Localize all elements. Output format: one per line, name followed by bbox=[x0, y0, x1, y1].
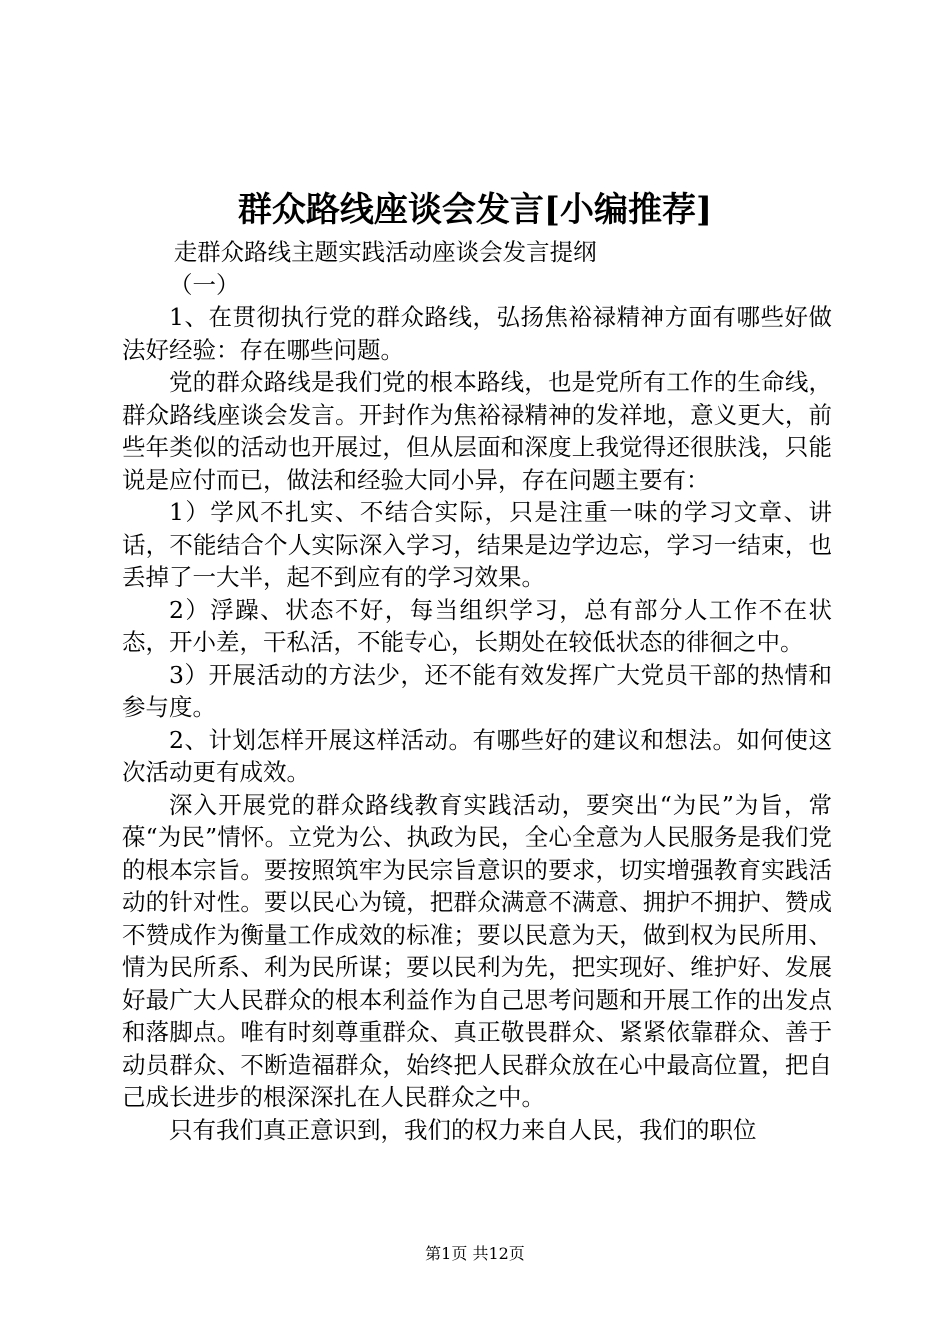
paragraph: 3）开展活动的方法少，还不能有效发挥广大党员干部的热情和参与度。 bbox=[122, 660, 832, 721]
section-label: （一） bbox=[169, 270, 240, 299]
paragraph: 深入开展党的群众路线教育实践活动，要突出“为民”为旨，常葆“为民”情怀。立党为公、执政为民，全心全意为人民服务是我们党的根本宗旨。要按照筑牢为民宗旨意识的要求，切实增强教育实践活动的针对性。要以民心为镜，把群众满意不满意、拥护不拥护、赞成不赞成作为衡量工作成效的标准；要以民意为天，做到权为民所用、情为民所系、利为民所谋；要以民利为先，把实现好、维护好、发展好最广大人民群众的根本利益作为自己思考问题和开展工作的出发点和落脚点。唯有时刻尊重群众、真正敬畏群众、紧紧依靠群众、善于动员群众、不断造福群众，始终把人民群众放在心中最高位置，把自己成长进步的根深深扎在人民群众之中。 bbox=[122, 790, 832, 1111]
paragraph: 2）浮躁、状态不好，每当组织学习，总有部分人工作不在状态，开小差，干私活，不能专心，长期处在较低状态的徘徊之中。 bbox=[122, 595, 832, 656]
document-body bbox=[122, 236, 832, 1146]
document-title: 群众路线座谈会发言[小编推荐] bbox=[237, 190, 713, 230]
paragraph: 党的群众路线是我们党的根本路线，也是党所有工作的生命线，群众路线座谈会发言。开封作为焦裕禄精神的发祥地，意义更大，前些年类似的活动也开展过，但从层面和深度上我觉得还很肤浅，只能说是应付而已，做法和经验大同小异，存在问题主要有： bbox=[122, 368, 832, 494]
page-indicator: 第1页 共12页 bbox=[425, 1244, 525, 1263]
document-subtitle: 走群众路线主题实践活动座谈会发言提纲 bbox=[173, 238, 597, 266]
paragraph: 2、计划怎样开展这样活动。有哪些好的建议和想法。如何使这次活动更有成效。 bbox=[122, 725, 832, 786]
paragraph: 1、在贯彻执行党的群众路线，弘扬焦裕禄精神方面有哪些好做法好经验：存在哪些问题。 bbox=[122, 303, 832, 364]
paragraph: 1）学风不扎实、不结合实际，只是注重一味的学习文章、讲话，不能结合个人实际深入学习，结果是边学边忘，学习一结束，也丢掉了一大半，起不到应有的学习效果。 bbox=[122, 498, 832, 591]
paragraph: 只有我们真正意识到，我们的权力来自人民，我们的职位 bbox=[169, 1115, 757, 1144]
